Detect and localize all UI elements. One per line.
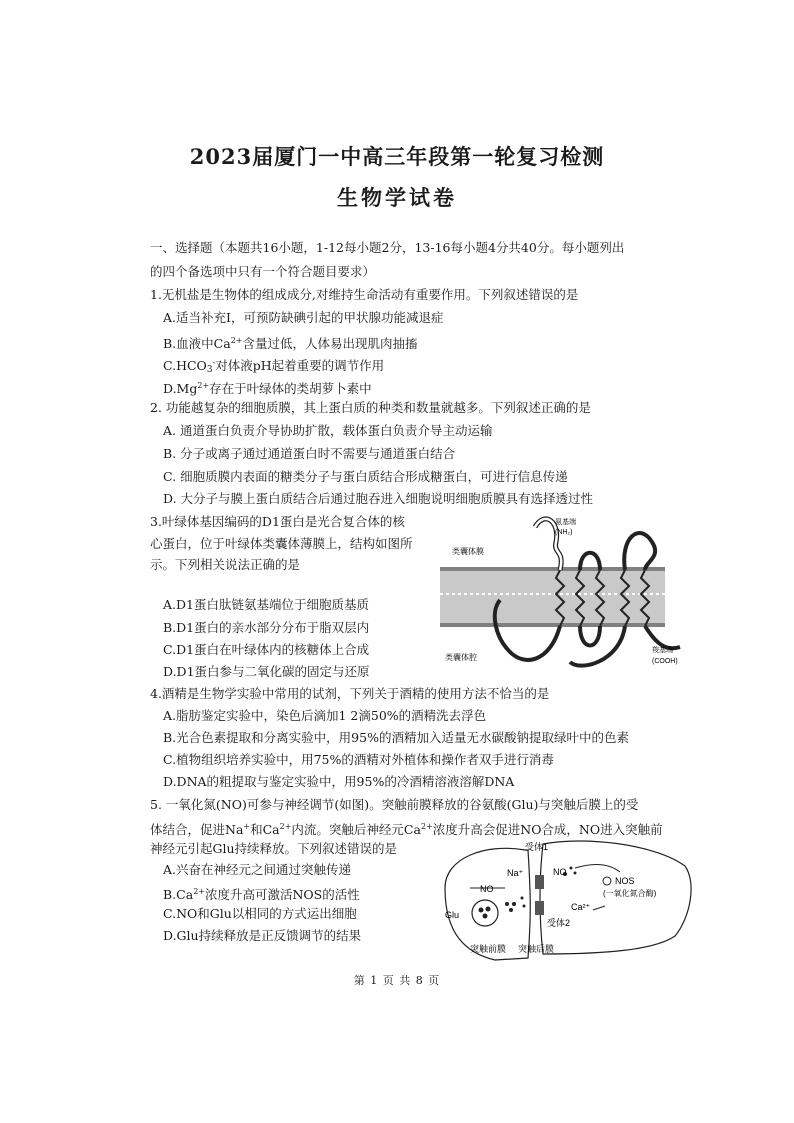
q3-stem-3: 示。下列相关说法正确的是 <box>150 557 301 572</box>
q2-stem: 2. 功能越复杂的细胞质膜，其上蛋白质的种类和数量就越多。下列叙述正确的是 <box>150 400 591 415</box>
fig-label-carboxyl: 羧基端 <box>652 647 673 654</box>
q4-option-d: D.DNA的粗提取与鉴定实验中，用95%的冷酒精溶液溶解DNA <box>163 774 515 789</box>
fig-label-amino: 氨基端 <box>555 519 576 526</box>
section-heading-cont: 的四个备选项中只有一个符合题目要求） <box>150 264 376 279</box>
q5-option-b: $B.Ca^{2+}$浓度升高可激活NOS的活性 <box>163 887 360 902</box>
q2-option-d: D. 大分子与膜上蛋白质结合后通过胞吞进入细胞说明细胞质膜具有选择透过性 <box>163 491 594 506</box>
fig-label-no-pre: NO <box>480 884 494 894</box>
q1-option-a: A.适当补充Ⅰ，可预防缺碘引起的甲状腺功能减退症 <box>163 310 444 325</box>
q2-option-b: B. 分子或离子通过通道蛋白时不需要与通道蛋白结合 <box>163 446 456 461</box>
q3-option-d: D.D1蛋白参与二氧化碳的固定与还原 <box>163 664 370 679</box>
fig-label-nos: NOS <box>615 876 635 886</box>
fig-label-ca: Ca²⁺ <box>571 902 591 912</box>
fig-label-no-post: NO <box>553 867 567 877</box>
q1-option-d: $D.Mg^{2+}$存在于叶绿体的类胡萝卜素中 <box>163 381 372 396</box>
fig-label-nos-desc: (一氧化氮合酶) <box>603 889 657 898</box>
q4-option-a: A.脂肪鉴定实验中，染色后滴加1 2滴50%的酒精洗去浮色 <box>163 708 487 723</box>
fig-label-receptor2: 受体2 <box>547 918 571 928</box>
q4-stem: 4.酒精是生物学实验中常用的试剂，下列关于酒精的使用方法不恰当的是 <box>150 686 550 701</box>
q5-stem-2: 体结合，促进Na+和$Ca^{2+}$内流。突触后神经元$Ca^{2+}$浓度升高会促进NO合成，NO进入突触前 <box>150 822 663 837</box>
exam-subtitle: 生物学试卷 <box>337 185 457 210</box>
q3-option-a: A.D1蛋白肽链氨基端位于细胞质基质 <box>163 597 369 612</box>
synapse-figure <box>435 838 695 964</box>
q5-option-a: A.兴奋在神经元之间通过突触传递 <box>163 862 352 877</box>
fig-label-carboxyl-formula: (COOH) <box>652 658 678 665</box>
fig-label-glu: Glu <box>445 910 460 920</box>
fig-label-receptor1: 受体1 <box>525 842 549 852</box>
q3-option-c: C.D1蛋白在叶绿体内的核糖体上合成 <box>163 642 370 657</box>
q5-option-c: C.NO和Glu以相同的方式运出细胞 <box>163 906 357 921</box>
fig-label-lumen: 类囊体腔 <box>445 653 477 662</box>
q1-stem: 1.无机盐是生物体的组成成分,对维持生命活动有重要作用。下列叙述错误的是 <box>150 287 579 302</box>
fig-label-amino-formula: (NH₂) <box>555 529 573 536</box>
q2-option-a: A. 通道蛋白负责介导协助扩散，载体蛋白负责介导主动运输 <box>163 423 493 438</box>
fig-label-presynaptic: 突触前膜 <box>470 944 507 954</box>
q4-option-c: C.植物组织培养实验中，用75%的酒精对外植体和操作者双手进行消毒 <box>163 752 554 767</box>
lipid-bilayer <box>440 567 665 627</box>
q1-option-b: B.血液中$Ca^{2+}$含量过低，人体易出现肌肉抽搐 <box>163 336 418 351</box>
q1-option-c: $C.HCO_3^-$对体液pH起着重要的调节作用 <box>163 358 385 375</box>
q2-option-c: C. 细胞质膜内表面的糖类分子与蛋白质结合形成糖蛋白，可进行信息传递 <box>163 469 568 484</box>
q3-stem-1: 3.叶绿体基因编码的D1蛋白是光合复合体的核 <box>150 514 405 529</box>
d1-protein-figure <box>440 512 690 682</box>
fig-label-na: Na⁺ <box>507 868 524 878</box>
q4-option-b: B.光合色素提取和分离实验中，用95%的酒精加入适量无水碳酸钠提取绿叶中的色素 <box>163 730 629 745</box>
exam-title: 2023届厦门一中高三年段第一轮复习检测 <box>189 144 605 169</box>
q5-stem-3: 神经元引起Glu持续释放。下列叙述错误的是 <box>150 841 398 856</box>
q3-option-b: B.D1蛋白的亲水部分分布于脂双层内 <box>163 620 370 635</box>
q5-option-d: D.Glu持续释放是正反馈调节的结果 <box>163 928 362 943</box>
q3-stem-2: 心蛋白，位于叶绿体类囊体薄膜上，结构如图所 <box>150 536 413 551</box>
page-footer: 第 1 页 共 8 页 <box>353 974 441 987</box>
fig-label-membrane: 类囊体膜 <box>452 547 484 556</box>
section-heading: 一、选择题（本题共16小题，1-12每小题2分，13-16每小题4分共40分。每小题列出 <box>150 240 625 255</box>
fig-label-postsynaptic: 突触后膜 <box>518 944 555 954</box>
q5-stem-1: 5. 一氧化氮(NO)可参与神经调节(如图)。突触前膜释放的谷氨酸(Glu)与突触后膜上的受 <box>150 797 639 812</box>
